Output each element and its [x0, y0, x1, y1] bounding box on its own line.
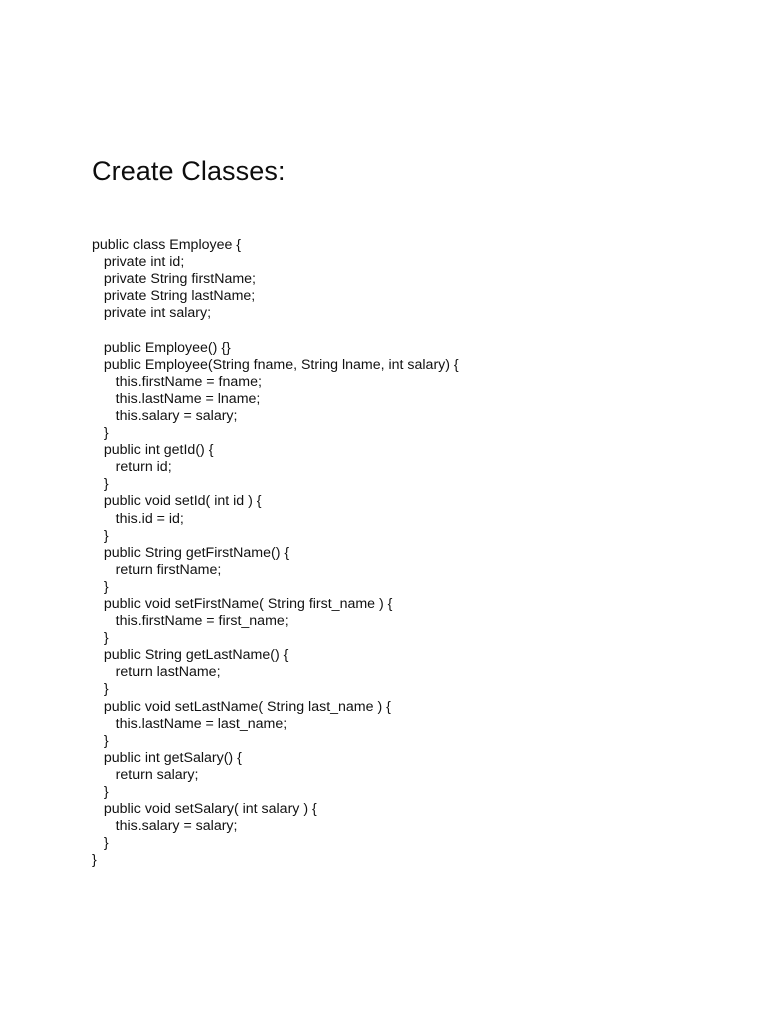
code-line: public int getSalary() { — [92, 749, 242, 766]
code-line: public Employee(String fname, String lname, int salary) { — [92, 356, 459, 373]
code-line: return firstName; — [92, 561, 222, 578]
code-line: public void setSalary( int salary ) { — [92, 801, 317, 818]
page-heading: Create Classes: — [92, 156, 286, 186]
code-line: this.salary = salary; — [92, 818, 238, 835]
code-line: return id; — [92, 459, 172, 476]
code-line: } — [92, 578, 109, 595]
code-line: private int id; — [92, 254, 185, 271]
code-line: } — [92, 732, 109, 749]
code-line: public void setLastName( String last_name ) { — [92, 698, 391, 715]
code-line: return salary; — [92, 766, 199, 783]
code-line: this.salary = salary; — [92, 407, 238, 424]
code-line: public String getLastName() { — [92, 647, 289, 664]
code-line: this.id = id; — [92, 510, 184, 527]
code-line: } — [92, 835, 109, 852]
code-line: public void setId( int id ) { — [92, 493, 262, 510]
code-blank-line — [92, 322, 732, 339]
code-line: } — [92, 681, 109, 698]
code-line: return lastName; — [92, 664, 221, 681]
code-line: } — [92, 476, 109, 493]
code-line: this.firstName = fname; — [92, 373, 262, 390]
code-line: this.lastName = lname; — [92, 390, 261, 407]
code-line: this.firstName = first_name; — [92, 613, 289, 630]
code-line: public String getFirstName() { — [92, 544, 290, 561]
code-line: public Employee() {} — [92, 339, 231, 356]
code-line: private String firstName; — [92, 271, 256, 288]
code-line: public int getId() { — [92, 442, 214, 459]
code-line: } — [92, 527, 109, 544]
code-line: public void setFirstName( String first_name ) { — [92, 595, 393, 612]
code-line: } — [92, 784, 109, 800]
code-line: } — [92, 630, 109, 647]
code-block — [92, 237, 732, 869]
code-line: } — [92, 852, 97, 869]
code-line: private int salary; — [92, 305, 212, 322]
code-line: } — [92, 425, 109, 442]
code-line: public class Employee { — [92, 237, 242, 253]
code-line: this.lastName = last_name; — [92, 715, 288, 732]
code-line: private String lastName; — [92, 288, 256, 305]
